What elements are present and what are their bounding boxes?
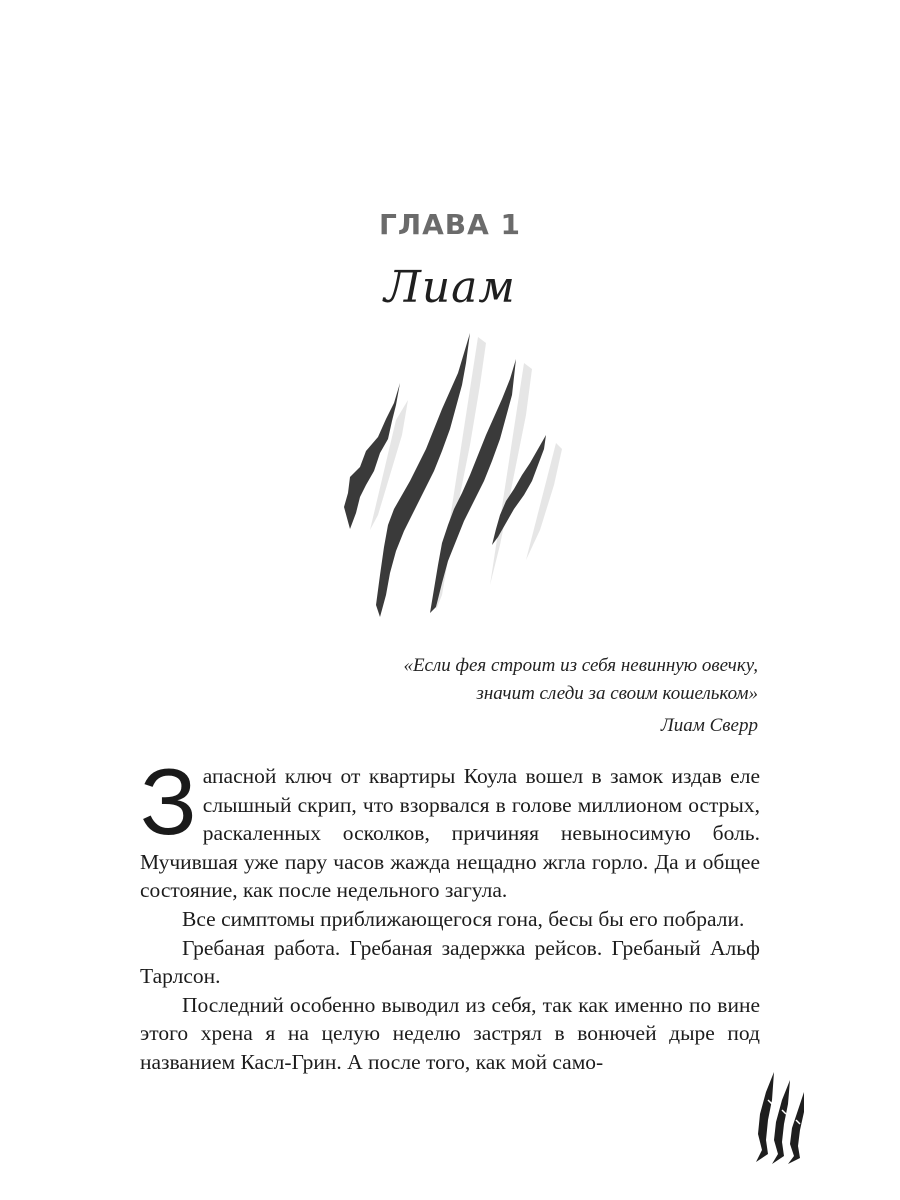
epigraph-line: значит следи за своим кошельком»	[476, 683, 758, 704]
paragraph: Последний особенно выводил из себя, так как именно по вине этого хрена я на целую неделю застрял в вонючей дыре под названием Касл-Грин. А после того, как мой само-	[140, 992, 760, 1074]
chapter-title: Лиам	[384, 262, 516, 313]
paragraph-text: апасной ключ от квартиры Коула вошел в замок издав еле слышный скрип, что взорвался в голове миллионом острых, раскаленных осколков, причиняя невыносимую боль. Мучившая уже пару часов жажда нещадно жгла горло. Да и общее состояние, как после недельного загула.	[140, 764, 760, 903]
epigraph	[298, 652, 758, 740]
claw-icon	[752, 1070, 812, 1166]
paragraph	[140, 749, 760, 905]
claw-marks-icon	[330, 325, 570, 625]
epigraph-line: «Если фея строит из себя невинную овечку,	[403, 655, 758, 676]
chapter-heading: ГЛАВА 1	[378, 208, 521, 241]
epigraph-author: Лиам Сверр	[660, 715, 758, 736]
chapter-body	[140, 749, 760, 1077]
paragraph: Гребаная работа. Гребаная задержка рейсов. Гребаный Альф Тарлсон.	[140, 935, 760, 989]
drop-cap: З	[140, 749, 197, 854]
paragraph: Все симптомы приближающегося гона, бесы бы его побрали.	[182, 906, 745, 931]
